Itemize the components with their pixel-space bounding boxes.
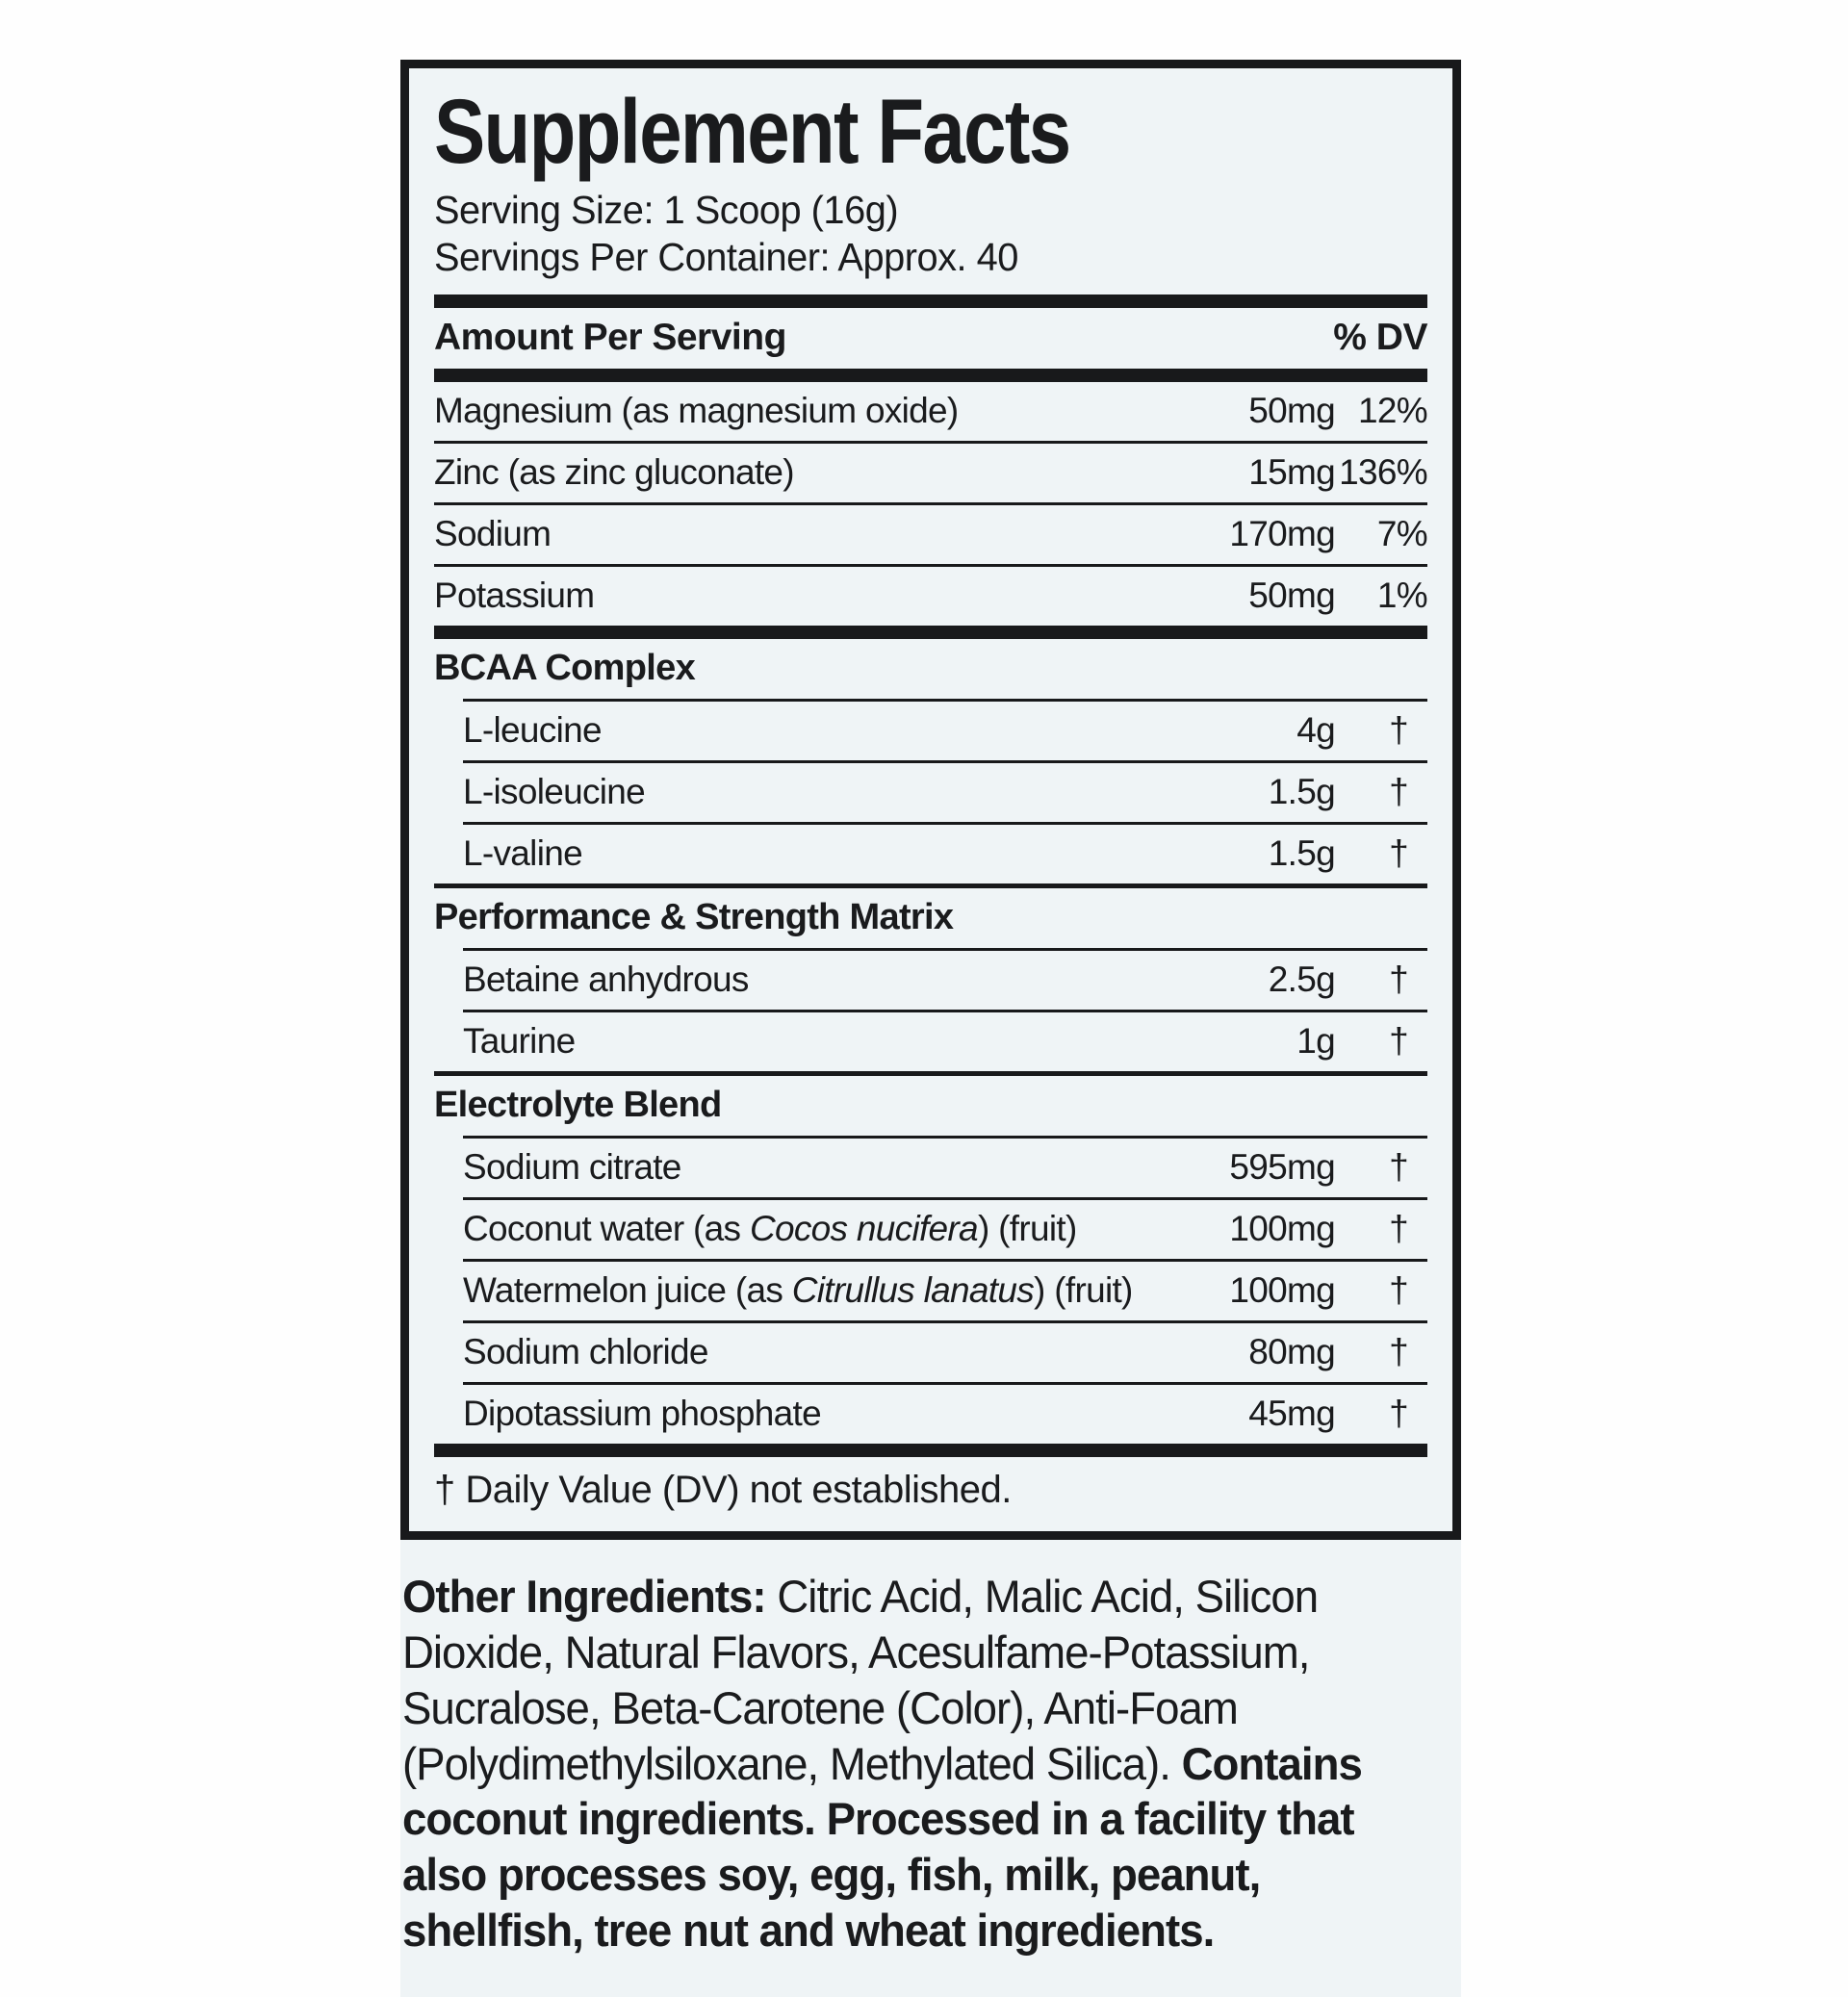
nutrient-name <box>434 1085 1142 1126</box>
nutrient-row <box>463 1320 1427 1382</box>
nutrient-name <box>463 772 1142 812</box>
nutrient-dv: † <box>1389 1270 1408 1311</box>
text-run: Potassium <box>434 576 595 616</box>
nutrient-row <box>463 1197 1427 1259</box>
text-run: Zinc (as zinc gluconate) <box>434 452 794 493</box>
text-run: Magnesium (as magnesium oxide) <box>434 391 959 431</box>
panel-title: Supplement Facts <box>434 81 1070 183</box>
nutrient-row <box>463 699 1427 760</box>
nutrient-name <box>434 452 1142 493</box>
text-run: Contains coconut ingredients. Processed in a facility that also processes soy, egg, fish, milk, peanut, shellfish, tree nut and wheat ingredients. <box>401 1737 1362 1957</box>
nutrient-name <box>434 514 1142 554</box>
nutrient-dv: 7% <box>1376 514 1427 554</box>
nutrient-dv: † <box>1389 833 1408 874</box>
text-run: Dipotassium phosphate <box>463 1394 821 1434</box>
nutrient-amount: 50mg <box>1248 576 1335 616</box>
nutrient-dv: † <box>1389 1021 1408 1062</box>
nutrient-amount: 15mg <box>1248 452 1335 493</box>
text-run: L-leucine <box>463 710 602 751</box>
nutrient-row <box>463 948 1427 1010</box>
nutrient-amount: 595mg <box>1229 1147 1335 1188</box>
nutrient-dv: † <box>1389 1147 1408 1188</box>
nutrient-row <box>463 1010 1427 1071</box>
text-run: L-valine <box>463 833 582 874</box>
nutrient-name <box>463 1209 1142 1249</box>
other-ingredients-paragraph <box>400 1540 1444 1997</box>
nutrient-name <box>463 710 1142 751</box>
nutrient-dv: † <box>1389 1209 1408 1249</box>
nutrient-amount: 4g <box>1296 710 1335 751</box>
column-header-dv: % DV <box>1333 317 1427 359</box>
nutrient-name <box>463 833 1142 874</box>
text-run: Betaine anhydrous <box>463 960 749 1000</box>
nutrient-row <box>463 822 1427 883</box>
dv-footnote: † Daily Value (DV) not established. <box>434 1469 1012 1512</box>
nutrient-row <box>463 1259 1427 1320</box>
nutrient-dv: 1% <box>1376 576 1427 616</box>
section-header-row <box>434 1071 1427 1136</box>
serving-size: Serving Size: 1 Scoop (16g) <box>434 187 899 232</box>
text-run: Citrullus lanatus <box>791 1270 1035 1311</box>
text-run: ) (fruit) <box>1034 1270 1133 1311</box>
text-run: Sodium chloride <box>463 1332 708 1372</box>
nutrient-amount: 80mg <box>1248 1332 1335 1372</box>
text-run: Cocos nucifera <box>749 1209 978 1249</box>
column-header-row <box>434 308 1427 369</box>
nutrient-amount: 170mg <box>1229 514 1335 554</box>
text-run: Taurine <box>463 1021 576 1062</box>
nutrient-amount: 1g <box>1296 1021 1335 1062</box>
thick-divider <box>434 369 1427 382</box>
nutrient-name <box>434 897 1142 938</box>
nutrient-amount: 100mg <box>1229 1209 1335 1249</box>
nutrient-name <box>434 648 1142 689</box>
text-run: Coconut water (as <box>463 1209 750 1249</box>
text-run: L-isoleucine <box>463 772 646 812</box>
nutrient-dv: † <box>1389 960 1408 1000</box>
nutrient-row <box>434 564 1427 626</box>
nutrient-row <box>434 441 1427 502</box>
nutrient-name <box>463 1332 1142 1372</box>
nutrient-amount: 50mg <box>1248 391 1335 431</box>
nutrient-name <box>463 1147 1142 1188</box>
nutrient-row <box>463 760 1427 822</box>
nutrient-dv: † <box>1389 1394 1408 1434</box>
column-header-amount: Amount Per Serving <box>434 317 786 359</box>
nutrient-amount: 45mg <box>1248 1394 1335 1434</box>
nutrient-amount: 2.5g <box>1268 960 1335 1000</box>
nutrient-amount: 100mg <box>1229 1270 1335 1311</box>
nutrient-name <box>463 1270 1142 1311</box>
nutrient-name <box>463 1021 1142 1062</box>
servings-per-container: Servings Per Container: Approx. 40 <box>434 235 1018 280</box>
nutrient-dv: 136% <box>1339 452 1427 493</box>
facts-table <box>434 382 1427 1444</box>
text-run: Citric Acid, Malic Acid, Silicon Dioxide, Natural Flavors, Acesulfame-Potassium, Sucralose, Beta-Carotene (Color), Anti-Foam (Polydimethylsiloxane, Methylated Silica). <box>401 1571 1319 1789</box>
nutrient-name <box>434 391 1142 431</box>
text-run: Other Ingredients: <box>401 1571 778 1623</box>
nutrient-amount: 1.5g <box>1268 772 1335 812</box>
nutrient-dv: 12% <box>1358 391 1427 431</box>
nutrient-amount: 1.5g <box>1268 833 1335 874</box>
nutrient-name <box>434 576 1142 616</box>
nutrient-dv: † <box>1389 710 1408 751</box>
thick-divider <box>434 1444 1427 1457</box>
text-run: Sodium <box>434 514 552 554</box>
text-run: BCAA Complex <box>434 648 695 689</box>
nutrient-name <box>463 1394 1142 1434</box>
text-run: Watermelon juice (as <box>463 1270 792 1311</box>
nutrient-name <box>463 960 1142 1000</box>
text-run: Performance & Strength Matrix <box>434 897 954 938</box>
section-header-row <box>434 883 1427 948</box>
nutrient-row <box>463 1382 1427 1444</box>
nutrient-dv: † <box>1389 772 1408 812</box>
text-run: ) (fruit) <box>977 1209 1077 1249</box>
text-run: Sodium citrate <box>463 1147 681 1188</box>
section-header-row <box>434 639 1427 699</box>
supplement-facts-panel <box>400 60 1461 1540</box>
text-run: Electrolyte Blend <box>434 1085 722 1126</box>
nutrient-row <box>434 502 1427 564</box>
nutrient-dv: † <box>1389 1332 1408 1372</box>
nutrient-row <box>434 382 1427 441</box>
thick-divider <box>434 294 1427 308</box>
nutrient-row <box>463 1136 1427 1197</box>
thick-divider <box>434 626 1427 639</box>
supplement-label <box>400 60 1461 1997</box>
